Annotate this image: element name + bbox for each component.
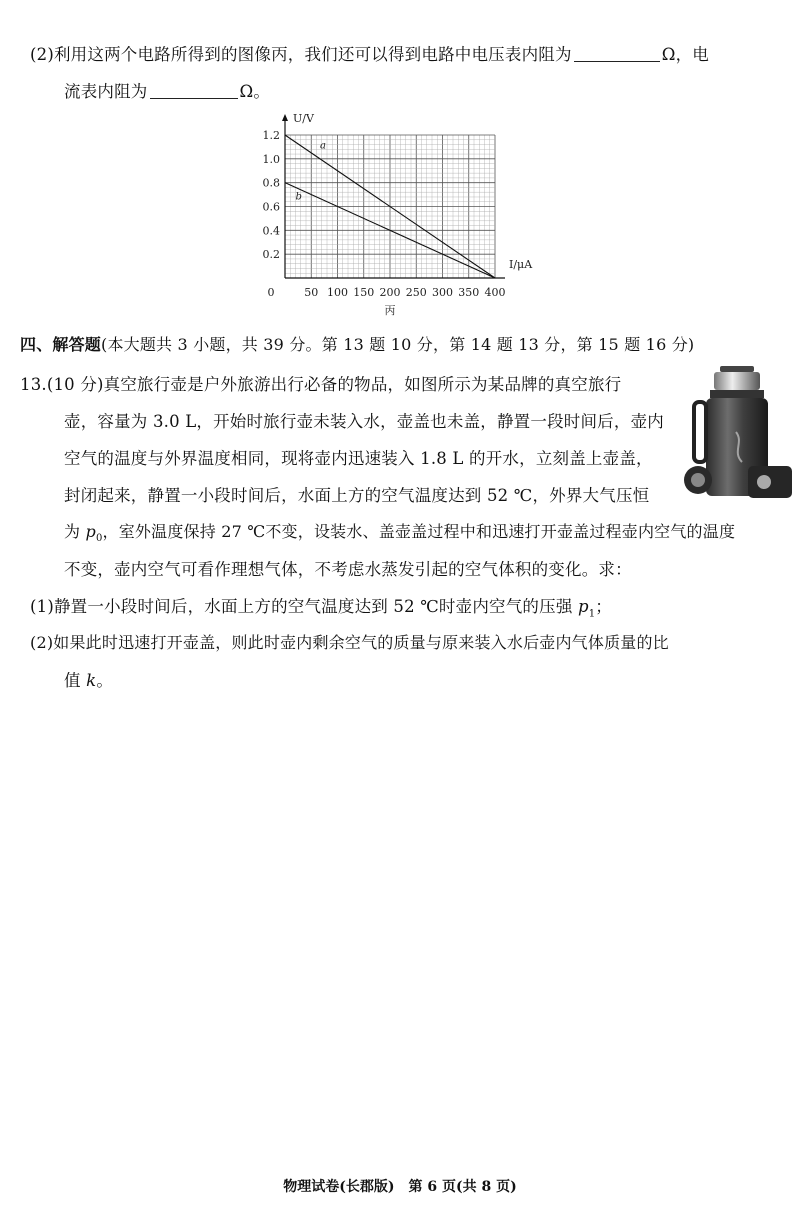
q13-part2-line1: (2)如果此时迅速打开壶盖，则此时壶内剩余空气的质量与原来装入水后壶内气体质量的比	[30, 633, 669, 652]
y-tick-label: 1.2	[262, 129, 280, 142]
q13-p1-var: p	[577, 597, 589, 616]
y-tick-label: 1.0	[262, 152, 280, 166]
flask-collar	[710, 390, 764, 398]
series-label-a: a	[320, 140, 326, 152]
vacuum-flask-image	[684, 362, 794, 504]
ui-graph-chart	[240, 110, 560, 320]
q13-p1-a: (1)静置一小段时间后，水面上方的空气温度达到 52 ℃时壶内空气的压强	[30, 597, 578, 616]
q13-line4: 封闭起来，静置一小段时间后，水面上方的空气温度达到 52 ℃，外界大气压恒	[64, 486, 650, 505]
chart-caption: 丙	[384, 304, 396, 317]
x-tick-label: 150	[353, 286, 375, 299]
q13-l5-sub: 0	[95, 533, 103, 545]
y-axis-label: U/V	[293, 112, 314, 125]
answer-blank-ammeter[interactable]	[150, 84, 238, 99]
x-tick-label: 400	[484, 286, 506, 299]
series-label-b: b	[295, 191, 302, 203]
x-tick-label: 250	[405, 286, 427, 299]
chart-labels	[263, 112, 534, 317]
q13-p2-b: 。	[96, 671, 114, 690]
q13-line3: 空气的温度与外界温度相同，现将壶内迅速装入 1.8 L 的开水，立刻盖上壶盖，	[64, 449, 653, 468]
q13-p2-a: 值	[64, 671, 87, 690]
y-tick-label: 0.6	[262, 200, 280, 214]
q12-part2-text-d: Ω。	[239, 82, 271, 101]
q12-part2-text-a: (2)利用这两个电路所得到的图像丙，我们还可以得到电路中电压表内阻为	[30, 45, 572, 64]
flask-button	[757, 475, 771, 489]
x-tick-label: 350	[458, 286, 480, 299]
q12-part2-text-b: Ω，电	[661, 45, 709, 64]
q13-p1-sub: 1	[588, 608, 596, 620]
x-tick-label: 200	[379, 286, 401, 299]
section4-heading	[20, 332, 694, 355]
q13-part2-line2	[64, 667, 113, 691]
y-tick-label: 0.4	[262, 224, 280, 238]
q12-part2-line2	[64, 78, 270, 102]
page-footer: 物理试卷(长郡版) 第 6 页(共 8 页)	[283, 1179, 517, 1195]
answer-blank-voltmeter[interactable]	[574, 47, 660, 62]
q12-part2-text-c: 流表内阻为	[64, 82, 148, 101]
x-tick-label: 300	[432, 286, 453, 299]
q13-line2: 壶，容量为 3.0 L，开始时旅行壶未装入水，壶盖也未盖，静置一段时间后，壶内	[64, 412, 664, 431]
y-axis-arrow	[282, 114, 288, 121]
q12-part2-line1	[30, 41, 709, 65]
flask-cup-inner	[691, 473, 705, 487]
flask-cap-top	[720, 366, 754, 372]
section4-note: (本大题共 3 小题，共 39 分。第 13 题 10 分，第 14 题 13 分，第 15 题 16 分)	[101, 335, 695, 354]
q13-l5-b: ，室外温度保持 27 ℃不变，设装水、盖壶盖过程中和迅速打开壶盖过程壶内空气的温度	[102, 522, 736, 541]
q13-part1	[30, 593, 612, 619]
flask-neck	[714, 372, 760, 390]
section4-title: 四、解答题	[20, 335, 102, 354]
x-tick-label: 100	[327, 286, 348, 299]
q13-l5-a: 为	[64, 522, 86, 541]
q13-line6: 不变，壶内空气可看作理想气体，不考虑水蒸发引起的空气体积的变化。求：	[64, 560, 632, 579]
x-axis-label: I/μA	[509, 258, 533, 271]
q13-p1-b: ；	[595, 597, 612, 616]
q13-l5-var: p	[85, 522, 96, 541]
flask-handle	[694, 402, 706, 462]
y-tick-label: 0.8	[262, 176, 280, 190]
y-tick-label: 0.2	[262, 248, 280, 262]
q13-p2-var: k	[86, 671, 97, 690]
q13-line5	[64, 519, 735, 544]
x-tick-label: 50	[304, 286, 319, 299]
q13-line1: 13.(10 分)真空旅行壶是户外旅游出行必备的物品，如图所示为某品牌的真空旅行	[20, 375, 622, 394]
origin-label: 0	[267, 286, 275, 299]
